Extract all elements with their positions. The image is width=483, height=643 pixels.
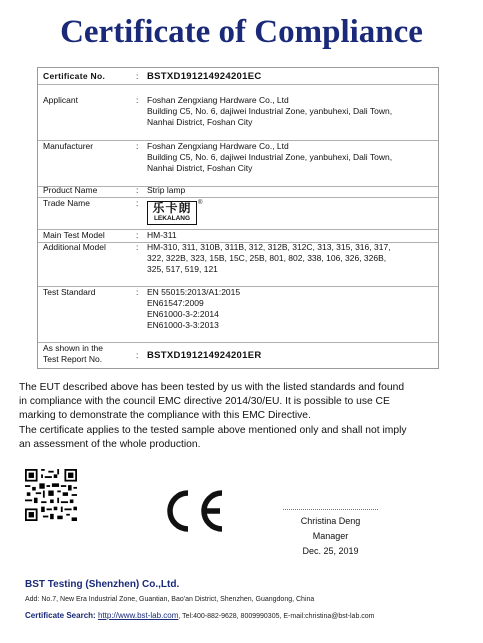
certificate-date: Dec. 25, 2019 xyxy=(302,546,359,556)
additional-model-label: Additional Model xyxy=(43,242,106,252)
test-standard-value xyxy=(147,287,432,331)
manufacturer-line: Building C5, No. 6, dajiwei Industrial Zone, yanbuhexi, Dali Town, xyxy=(147,152,393,162)
statement-line: marking to demonstrate the compliance with this EMC Directive. xyxy=(19,410,311,421)
signatory-name: Christina Deng xyxy=(300,516,361,526)
contact-details: , Tel:400-882-9628, 8009990305, E-mail:christina@bst-lab.com xyxy=(178,613,375,620)
certificate-no-value: BSTXD191214924201EC xyxy=(147,71,262,82)
test-report-label-line: Test Report No. xyxy=(43,354,103,364)
trade-name-label: Trade Name xyxy=(43,198,90,208)
row-test-report xyxy=(38,343,438,369)
issuer-address: Add: No.7, New Era Industrial Zone, Guantian, Bao'an District, Shenzhen, Guangdong, China xyxy=(25,596,315,603)
test-standard-line: EN61000-3-2:2014 xyxy=(147,309,219,319)
search-url-link[interactable]: http://www.bst-lab.com xyxy=(97,611,179,620)
main-test-model-value: HM-311 xyxy=(147,230,177,240)
statement-line: The EUT described above has been tested by us with the listed standards and found xyxy=(19,382,405,393)
test-standard-line: EN61547:2009 xyxy=(147,298,204,308)
product-name-value: Strip lamp xyxy=(147,185,186,195)
manufacturer-value xyxy=(147,141,432,174)
manufacturer-label: Manufacturer xyxy=(43,141,94,151)
statement-scope xyxy=(19,424,469,452)
trade-logo-english: LEKALANG xyxy=(153,215,191,222)
main-test-model-label: Main Test Model xyxy=(43,230,105,240)
row-certificate-no xyxy=(38,68,438,85)
manufacturer-line: Nanhai District, Foshan City xyxy=(147,163,253,173)
row-additional-model xyxy=(38,242,438,287)
signature-line xyxy=(283,509,378,510)
row-product-name xyxy=(38,185,438,198)
colon: : xyxy=(136,287,139,297)
search-label: Certificate Search: xyxy=(25,611,96,620)
certificate-search xyxy=(25,611,375,620)
row-manufacturer xyxy=(38,141,438,187)
additional-model-line: 322, 322B, 323, 15B, 15C, 25B, 801, 802, 338, 106, 326, 326B, xyxy=(147,253,387,263)
additional-model-line: 325, 517, 519, 121 xyxy=(147,264,218,274)
qr-code-icon xyxy=(25,469,77,521)
colon: : xyxy=(136,230,139,240)
applicant-value xyxy=(147,95,432,128)
applicant-label: Applicant xyxy=(43,95,78,105)
applicant-line: Building C5, No. 6, dajiwei Industrial Zone, yanbuhexi, Dali Town, xyxy=(147,106,393,116)
colon: : xyxy=(136,242,139,252)
ce-mark-icon xyxy=(158,487,226,535)
colon: : xyxy=(136,350,139,360)
certificate-title: Certificate of Compliance xyxy=(60,14,423,50)
test-standard-label: Test Standard xyxy=(43,287,96,297)
applicant-line: Foshan Zengxiang Hardware Co., Ltd xyxy=(147,95,289,105)
row-applicant xyxy=(38,95,438,141)
product-name-label: Product Name xyxy=(43,185,98,195)
colon: : xyxy=(136,141,139,151)
certificate-table xyxy=(37,67,439,369)
issuer-company: BST Testing (Shenzhen) Co.,Ltd. xyxy=(25,579,180,590)
colon: : xyxy=(136,95,139,105)
certificate-no-label: Certificate No. xyxy=(43,71,106,81)
registered-mark: ® xyxy=(198,200,203,206)
colon: : xyxy=(136,198,139,208)
row-trade-name xyxy=(38,198,438,230)
additional-model-line: HM-310, 311, 310B, 311B, 312, 312B, 312C, 313, 315, 316, 317, xyxy=(147,242,391,252)
statement-line: an assessment of the whole production. xyxy=(19,439,201,450)
additional-model-value xyxy=(147,242,432,275)
manufacturer-line: Foshan Zengxiang Hardware Co., Ltd xyxy=(147,141,289,151)
statement-line: The certificate applies to the tested sample above mentioned only and shall not imply xyxy=(19,425,407,436)
applicant-line: Nanhai District, Foshan City xyxy=(147,117,253,127)
test-standard-line: EN61000-3-3:2013 xyxy=(147,320,219,330)
trade-logo xyxy=(147,201,197,225)
colon: : xyxy=(136,185,139,195)
test-report-label xyxy=(43,343,131,365)
test-standard-line: EN 55015:2013/A1:2015 xyxy=(147,287,241,297)
signatory-role: Manager xyxy=(312,531,349,541)
test-report-value: BSTXD191214924201ER xyxy=(147,350,262,361)
trade-logo-chinese: 乐卡朗 xyxy=(152,201,192,215)
row-test-standard xyxy=(38,287,438,343)
colon: : xyxy=(136,71,139,81)
test-report-label-line: As shown in the xyxy=(43,343,104,353)
statement-compliance xyxy=(19,381,469,423)
statement-line: in compliance with the council EMC directive 2014/30/EU. It is possible to use CE xyxy=(19,396,390,407)
